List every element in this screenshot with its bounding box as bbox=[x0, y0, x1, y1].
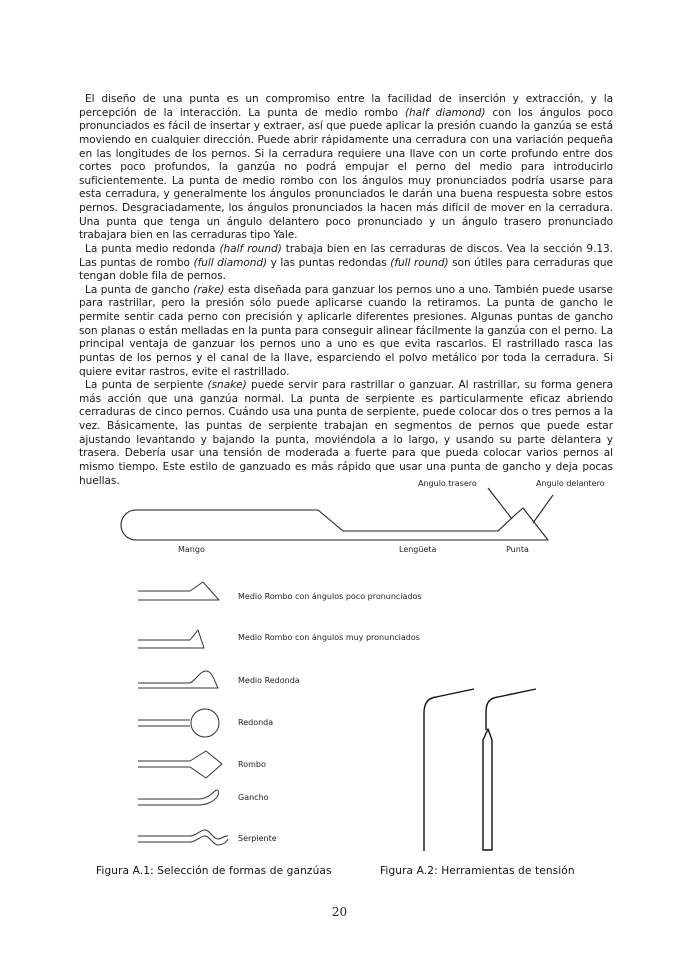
label-tip: Punta bbox=[506, 545, 529, 554]
paragraph-half-round: La punta medio redonda (half round) trabaja bien en las cerraduras de discos. Vea la sección 9.13. Las puntas de rombo (full diamond) y las puntas redondas (full round) son útiles para cerraduras que tengan doble fila de pernos. bbox=[79, 242, 613, 283]
snake-icon bbox=[138, 830, 228, 845]
round-icon bbox=[138, 709, 219, 737]
label-back-angle: Angulo trasero bbox=[418, 479, 477, 488]
shape-label: Gancho bbox=[238, 793, 269, 802]
term-full-diamond: (full diamond) bbox=[193, 256, 268, 269]
tension-wrench-right-icon bbox=[486, 689, 536, 730]
front-angle-leader bbox=[533, 495, 553, 523]
label-blade: Lengüeta bbox=[399, 545, 437, 554]
page-number: 20 bbox=[331, 905, 348, 919]
diamond-icon bbox=[138, 751, 222, 778]
term-half-round: (half round) bbox=[219, 242, 282, 255]
shape-label: Rombo bbox=[238, 760, 266, 769]
half-round-icon bbox=[138, 671, 218, 688]
shape-label: Medio Rombo con ángulos poco pronunciados bbox=[238, 592, 422, 601]
figure-a1-caption: Figura A.1: Selección de formas de ganzúas bbox=[96, 865, 332, 877]
tension-wrench-left-icon bbox=[424, 689, 474, 851]
label-handle: Mango bbox=[178, 545, 205, 554]
term-full-round: (full round) bbox=[390, 256, 449, 269]
back-angle-leader bbox=[488, 488, 512, 519]
shape-label: Redonda bbox=[238, 718, 274, 727]
shape-label: Serpiente bbox=[238, 834, 277, 843]
hook-icon bbox=[138, 790, 218, 805]
term-snake: (snake) bbox=[207, 379, 247, 392]
label-front-angle: Angulo delantero bbox=[536, 479, 605, 488]
term-half-diamond: (half diamond) bbox=[404, 106, 486, 119]
shape-label: Medio Rombo con ángulos muy pronunciados bbox=[238, 633, 420, 642]
paragraph-design: El diseño de una punta es un compromiso entre la facilidad de inserción y extracción, y la percepción de la interacción. La punta de medio rombo (half diamond) con los ángulos poco pronunciados es fácil de insertar y extraer, así que puede aplicar la presión cuando la ganzúa se está moviendo en cualquier dirección. Puede abrir rápidamente una cerradura con una variación pequeña en las longitudes de los pernos. Si la cerradura requiere una llave con un corte profundo entre dos cortes poco profundos, la ganzúa no podrá empujar el perno del medio para introducirlo suficientemente. La punta de medio rombo con los ángulos muy pronunciados podría usarse para esta cerradura, y generalmente los ángulos pronunciados le darán una buena respuesta sobre estos pernos. Desgraciadamente, los ángulos pronunciados la hacen más difícil de mover en la cerradura. Una punta que tenga un ángulo delantero poco pronunciado y un ángulo trasero pronunciado trabajara bien en las cerraduras tipo Yale. bbox=[79, 93, 614, 242]
half-diamond-shallow-icon bbox=[138, 582, 219, 600]
paragraph-snake: La punta de serpiente (snake) puede servir para rastrillar o ganzuar. Al rastrillar, su forma genera más acción que una ganzúa normal. La punta de serpiente es particularmente eficaz abriendo cerraduras de cinco pernos. Cuándo usa una punta de serpiente, puede colocar dos o tres pernos a la vez. Básicamente, las puntas de serpiente trabajan en segmentos de pernos que puede estar ajustando levantando y bajando la punta, moviéndola a lo largo, y usando su parte delantera y trasera. Debería usar una tensión de moderada a fuerte para que pueda colocar varios pernos al mismo tiempo. Este estilo de ganzuado es más rápido que usar una punta de gancho y deja pocas huellas. bbox=[79, 379, 613, 487]
shape-label: Medio Redonda bbox=[238, 676, 300, 685]
pick-outline bbox=[121, 508, 548, 540]
paragraph-rake: La punta de gancho (rake) esta diseñada para ganzuar los pernos uno a uno. También puede usarse para rastrillar, pero la presión sólo puede aplicarse cuando la retiramos. La punta de gancho le permite sentir cada perno con precisión y aplicarle diferentes presiones. Algunas puntas de gancho son planas o están melladas en la punta para conseguir alinear fácilmente la ganzúa con el perno. La principal ventaja de ganzuar los pernos uno a uno es que evita rascarlos. El rastrillado rasca las puntas de los pernos y el canal de la llave, esparciendo el polvo metálico por toda la cerradura. Si quiere evitar rastros, evite el rastrillado. bbox=[79, 283, 613, 378]
term-rake: (rake) bbox=[193, 283, 225, 296]
figure-a2-caption: Figura A.2: Herramientas de tensión bbox=[380, 865, 575, 877]
tension-wrench-right-handle-icon bbox=[483, 729, 492, 850]
half-diamond-steep-icon bbox=[138, 630, 204, 648]
